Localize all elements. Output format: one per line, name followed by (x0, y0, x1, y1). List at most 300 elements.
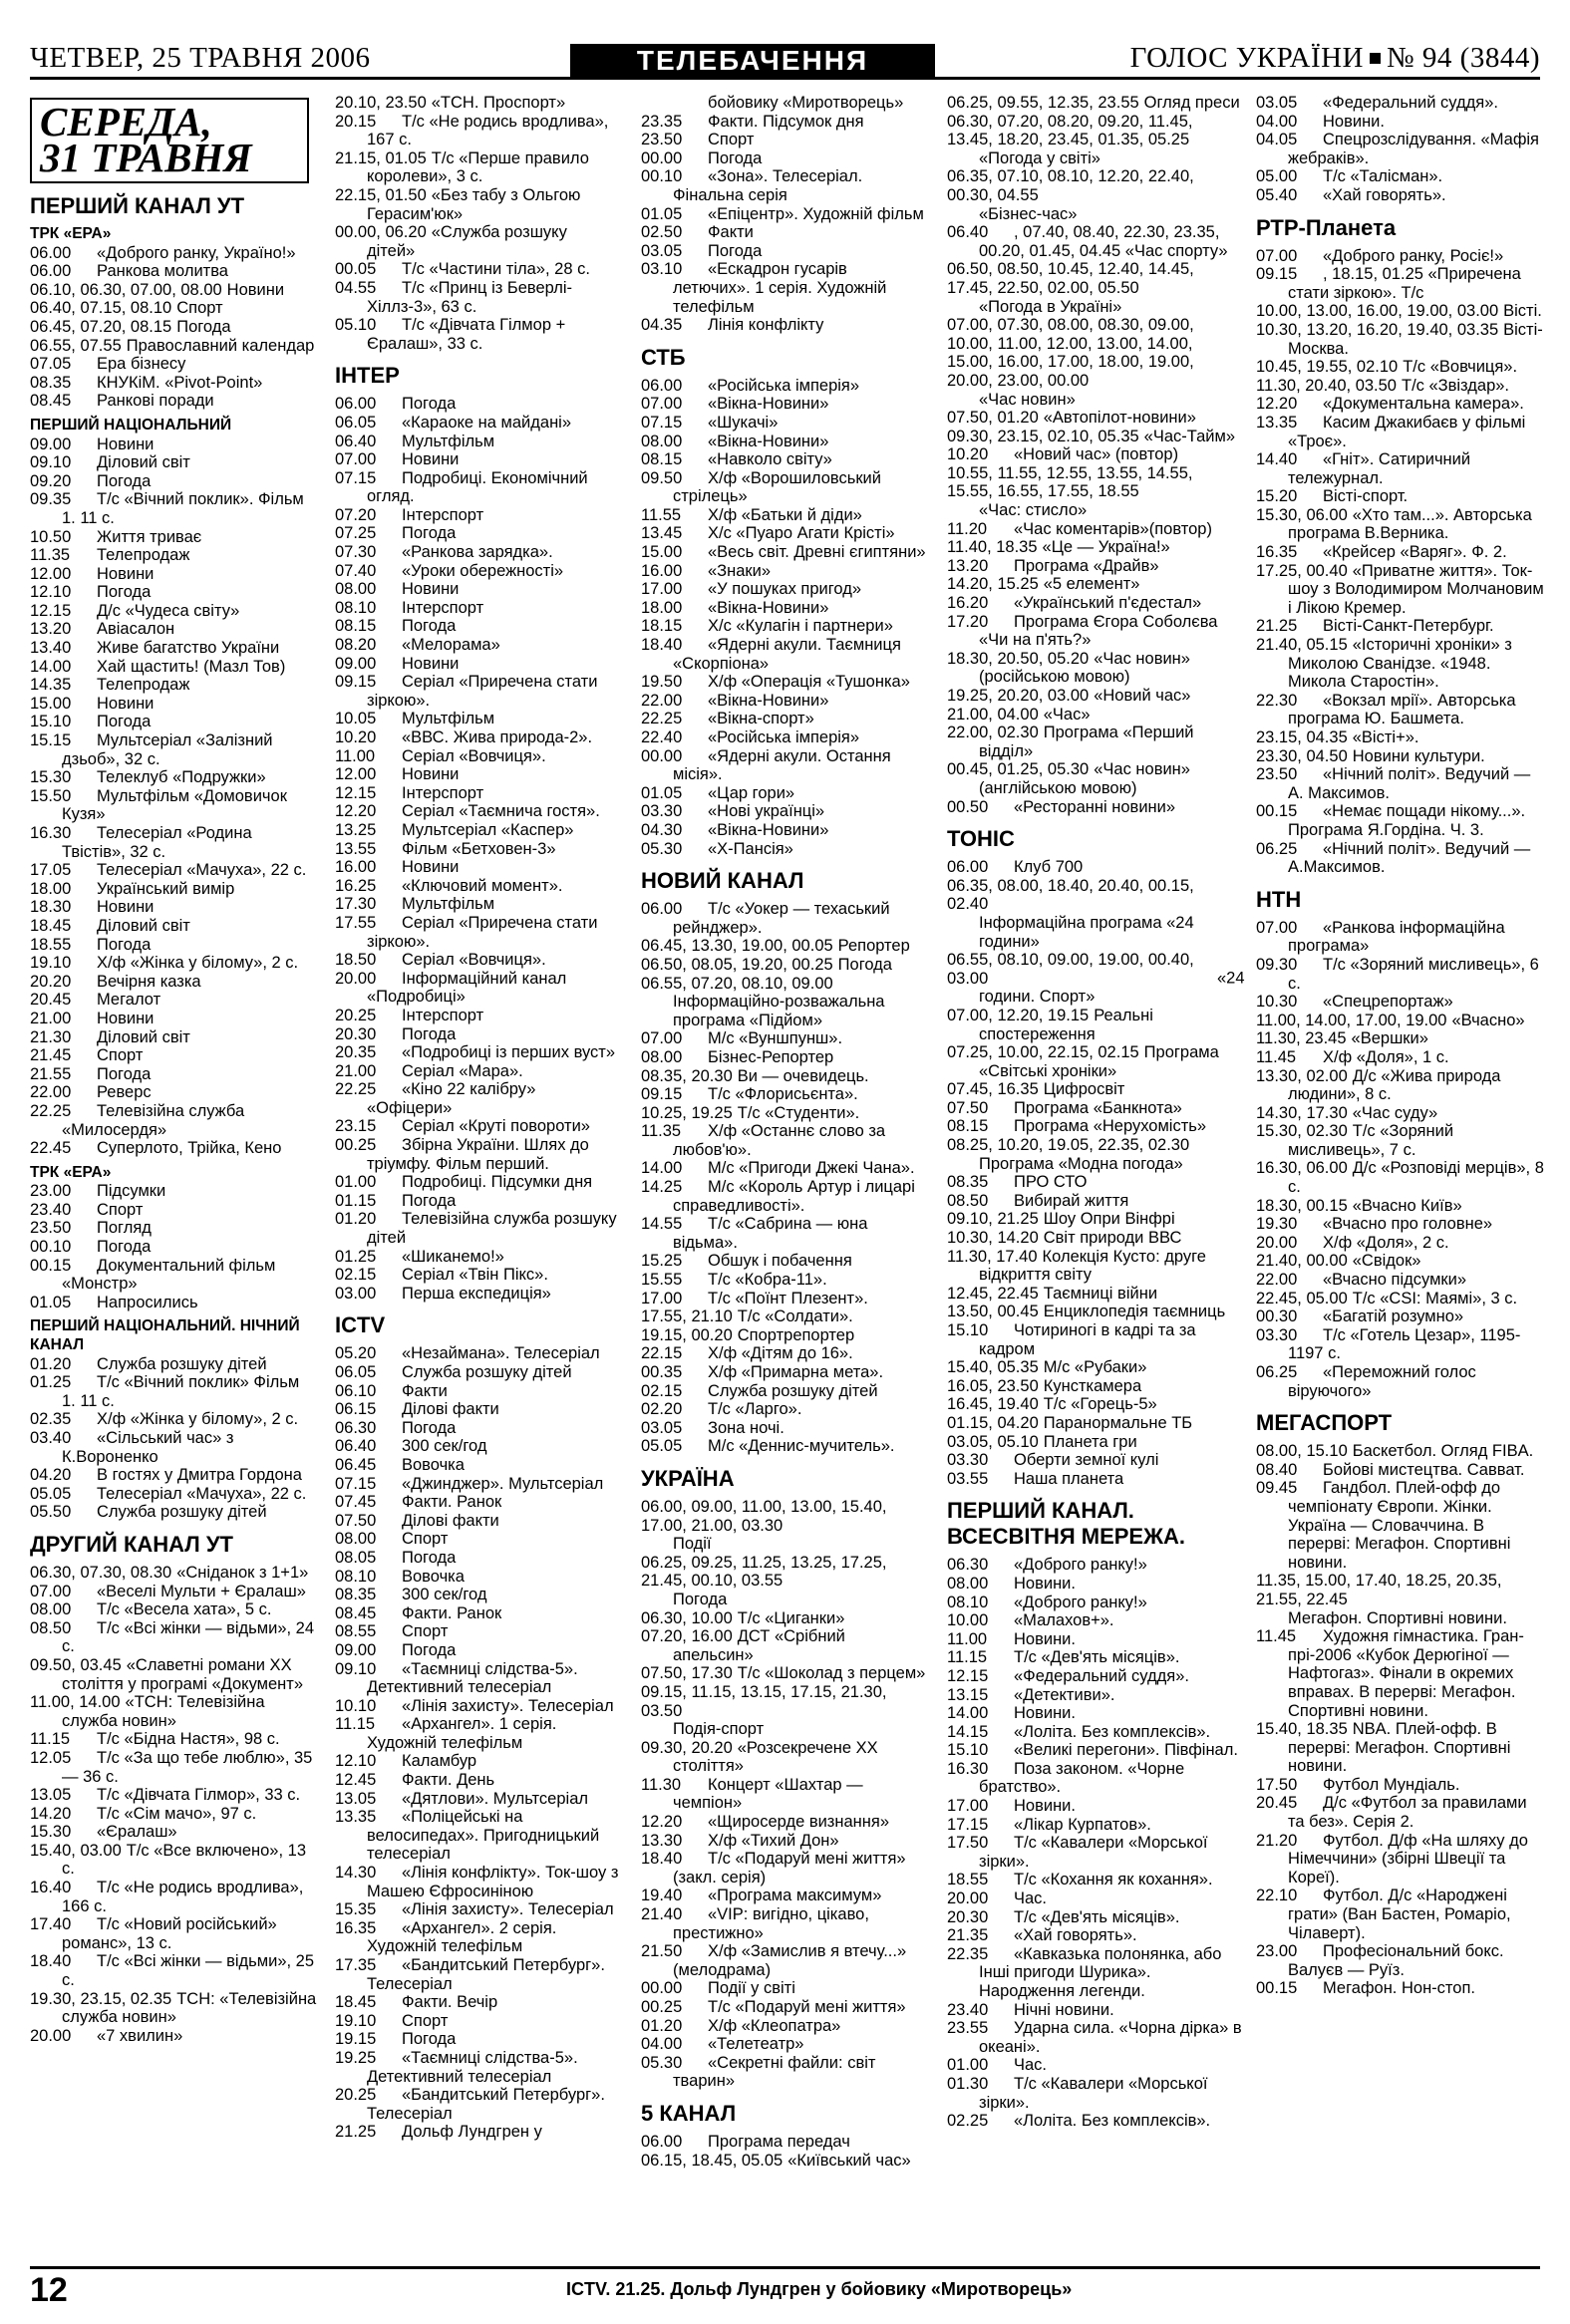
program-title: «Ключовий момент». (402, 876, 563, 895)
program-title: Х/ф «Доля», 2 с. (1323, 1233, 1449, 1252)
program-time: 07.40 (335, 561, 377, 580)
program-title: «Російська імперія» (708, 376, 860, 395)
program-listing (947, 409, 1249, 428)
program-listing (30, 1010, 317, 1028)
program-time: 07.50, 17.30 (641, 1664, 733, 1683)
program-listing (641, 1252, 926, 1271)
program-listing (641, 131, 926, 149)
program-time: 01.05 (641, 204, 683, 223)
program-time: 16.20 (947, 594, 989, 613)
program-listing (335, 524, 619, 543)
program-time: 04.55 (335, 278, 377, 297)
program-title: Т/с «Вовчиця». (1403, 358, 1518, 377)
program-listing (335, 1808, 619, 1864)
program-time: 07.20, 16.00 (641, 1627, 733, 1646)
program-listing (1256, 358, 1545, 377)
program-listing (1256, 247, 1545, 266)
program-listing (641, 469, 926, 506)
program-title: «24 години. Спорт» (979, 969, 1245, 1007)
program-listing (30, 954, 317, 973)
program-time: 15.50 (30, 786, 72, 805)
program-time: 23.40 (30, 1200, 72, 1219)
program-listing (1256, 1234, 1545, 1253)
program-time: 22.25 (641, 710, 683, 728)
program-listing (1256, 728, 1545, 747)
program-time: 16.35 (335, 1918, 377, 1937)
program-listing (335, 802, 619, 821)
program-title: Погода (402, 1640, 457, 1659)
program-time: 18.00 (30, 879, 72, 898)
program-listing (1256, 1215, 1545, 1234)
program-listing (1256, 636, 1545, 692)
program-title: Подробиці. Підсумки дня (402, 1173, 593, 1192)
program-listing (947, 1173, 1249, 1192)
program-listing (641, 1437, 926, 1456)
program-listing (30, 1583, 317, 1601)
program-time: 08.55 (335, 1622, 377, 1641)
program-listing (335, 1266, 619, 1285)
program-title: Т/с «Дівчата Гілмор», 33 с. (97, 1786, 301, 1805)
program-listing (30, 583, 317, 602)
program-listing (30, 565, 317, 584)
program-listing (641, 1067, 926, 1086)
program-title: Спорт (402, 1530, 449, 1549)
program-title: «Караоке на майдані» (402, 413, 572, 432)
program-title: «Доброго ранку, Росіє!» (1323, 246, 1504, 265)
program-listing (947, 2075, 1249, 2112)
program-listing (30, 676, 317, 695)
program-listing (641, 2017, 926, 2036)
program-time: 09.00 (335, 1640, 377, 1659)
program-time: 13.50, 00.45 (947, 1303, 1039, 1321)
program-title: «Доброго ранку, Україно!» (97, 243, 296, 262)
program-listing (641, 1739, 926, 1776)
program-title: «Лоліта. Без комплексів». (1014, 1722, 1211, 1741)
program-time: 06.00 (641, 376, 683, 395)
program-title: Д/с «Футбол за правилами та без». Серія 2. (1288, 1794, 1527, 1832)
program-time: 20.35 (335, 1043, 377, 1062)
program-time: 22.25 (335, 1080, 377, 1099)
program-time: 23.00 (30, 1182, 72, 1201)
program-title: Т/с «Подаруй мені життя» (закл. серія) (673, 1850, 906, 1887)
program-title: «Х-Пансія» (708, 839, 793, 858)
program-listing (1256, 765, 1545, 802)
channel-heading: ICTV (335, 1312, 386, 1338)
program-title: Програма «Банкнота» (1014, 1098, 1182, 1117)
program-title: Новини (402, 580, 460, 599)
program-title: Вечірня казка (97, 972, 201, 991)
program-title: «Ядерні акули. Остання місія». (673, 746, 891, 784)
program-time: 08.25, 10.20, 19.05, 22.35, 02.30 (947, 1136, 1190, 1155)
program-title: «Час: стисло» (979, 501, 1088, 520)
program-time: 12.10 (30, 583, 72, 602)
program-listing (30, 1429, 317, 1466)
program-title: Каламбур (402, 1752, 477, 1771)
program-title: «Шиканемо!» (402, 1247, 504, 1266)
program-time: 13.05 (335, 1789, 377, 1808)
program-title: Т/с «Кохання як кохання». (1014, 1871, 1213, 1889)
program-time: 15.30 (30, 1823, 72, 1842)
program-listing (947, 316, 1249, 409)
program-time: 06.25, 09.25, 11.25, 13.25, 17.25, 21.45, 00.10, 03.55 (641, 1553, 887, 1591)
program-time: 08.00 (335, 1530, 377, 1549)
program-title: Баскетбол. Огляд FIBA. (1352, 1442, 1534, 1461)
program-title: Т/с «Зоряний мисливець», 6 с. (1288, 955, 1539, 993)
program-time: 00.50 (947, 797, 989, 816)
program-title: Новини (402, 858, 460, 877)
program-time: 18.40 (30, 1952, 72, 1971)
program-time: 21.35 (947, 1926, 989, 1945)
program-listing (335, 1363, 619, 1382)
program-time: 17.05 (30, 861, 72, 880)
program-title: Т/с «Вічний поклик». Фільм 1. 11 с. (62, 490, 304, 527)
program-listing (335, 414, 619, 433)
program-title: Новини (402, 654, 460, 673)
program-time: 11.30, 17.40 (947, 1247, 1038, 1266)
program-title: «Український п'єдестал» (1014, 594, 1202, 613)
program-listing (335, 599, 619, 618)
program-listing (1256, 265, 1545, 302)
program-title: Факти. Ранок (402, 1603, 502, 1622)
program-time: 06.05 (335, 413, 377, 432)
program-listing (335, 1419, 619, 1438)
column-1 (30, 94, 317, 2261)
program-title: Т/с «Бідна Настя», 98 с. (97, 1730, 280, 1749)
program-listing (641, 937, 926, 956)
program-listing (30, 917, 317, 936)
program-listing (335, 1956, 619, 1993)
program-title: «ТСН: Телевізійна служба новин» (62, 1693, 265, 1730)
program-title: бойовику «Миротворець» (708, 94, 904, 112)
program-listing (641, 1104, 926, 1123)
program-title: Спецрозслідування. «Мафія жебраків». (1288, 131, 1539, 167)
program-time: 19.30, 23.15, 02.35 (30, 1989, 172, 2008)
program-time: 22.30 (1256, 691, 1298, 710)
program-listing (335, 1192, 619, 1211)
program-listing (30, 973, 317, 992)
program-listing (30, 299, 317, 318)
program-listing (335, 1622, 619, 1641)
program-time: 11.00 (335, 746, 376, 765)
program-listing (641, 1382, 926, 1401)
program-listing (30, 1786, 317, 1805)
program-time: 15.15 (30, 731, 72, 750)
program-title: Т/с «Звіздар». (1401, 376, 1509, 395)
program-time: 10.30 (1256, 993, 1298, 1012)
program-time: 09.15, 11.15, 13.15, 17.15, 21.30, 03.50 (641, 1682, 887, 1720)
program-listing (335, 858, 619, 877)
program-title: Телевізійна служба «Милосердя» (62, 1101, 245, 1139)
program-time: 12.20 (1256, 395, 1298, 414)
program-listing (1256, 562, 1545, 618)
program-time: 06.00 (335, 395, 377, 414)
program-time: 01.00 (947, 2056, 989, 2075)
program-time: 10.25, 19.25 (641, 1103, 733, 1122)
program-listing (30, 1842, 317, 1879)
program-listing (335, 450, 619, 469)
program-title: «Сніданок з 1+1» (176, 1563, 309, 1582)
program-title: «VIP: вигідно, цікаво, престижно» (673, 1905, 869, 1942)
program-listing (335, 2086, 619, 2123)
program-listing (641, 2133, 926, 2152)
program-listing (641, 2054, 926, 2091)
program-title: Документальний фільм «Монстр» (62, 1256, 276, 1294)
program-listing (947, 1210, 1249, 1229)
program-time: 08.10 (335, 1567, 377, 1586)
program-listing (1256, 1012, 1545, 1030)
program-title: «Час-Тайм» (1143, 427, 1236, 445)
program-title: «Час суду» (1352, 1103, 1438, 1122)
program-title: «Вчасно підсумки» (1323, 1271, 1467, 1290)
program-title: Програма «Драйв» (1014, 556, 1159, 575)
program-title: Т/с «Новий російський» романс», 13 с. (62, 1915, 277, 1952)
program-listing (641, 1998, 926, 2017)
program-time: 16.45, 19.40 (947, 1395, 1039, 1414)
program-title: «Вчасно Київ» (1352, 1196, 1462, 1215)
program-time: 19.40 (641, 1887, 683, 1905)
program-time: 20.30 (947, 1907, 989, 1926)
program-listing (30, 861, 317, 880)
program-title: Погода (402, 1024, 457, 1043)
program-listing (30, 1102, 317, 1139)
program-title: Чотириногі в кадрі та за кадром (979, 1321, 1196, 1358)
program-title: «Час новин» (979, 390, 1076, 409)
program-title: Т/с «Уокер — техаський рейнджер». (673, 900, 890, 937)
program-time: 09.10 (335, 1659, 377, 1678)
program-listing (947, 1723, 1249, 1742)
program-time: 22.10 (1256, 1887, 1298, 1905)
program-title: Шоу Опри Вінфрі (1043, 1210, 1175, 1229)
program-listing (947, 2019, 1249, 2056)
program-time: 20.45 (30, 991, 72, 1010)
program-time: 17.00 (947, 1797, 989, 1816)
program-title: Спорт (97, 1200, 144, 1219)
program-listing (641, 599, 926, 618)
program-title: М/с «Деннис-мучитель». (708, 1437, 895, 1456)
program-listing (641, 395, 926, 414)
program-title: Програма Єгора Соболєва «Чи на п'ять?» (979, 612, 1218, 650)
program-listing (30, 1294, 317, 1312)
program-listing (641, 1627, 926, 1664)
program-time: 15.20 (1256, 487, 1298, 506)
program-listing (335, 840, 619, 859)
program-time: 06.00 (947, 858, 989, 877)
program-title: Погода (97, 935, 152, 954)
program-title: «Ранкова зарядка». (402, 543, 553, 562)
program-title: Інформаційна програма «24 години» (979, 913, 1194, 951)
program-listing (335, 506, 619, 525)
program-time: 15.40, 03.00 (30, 1841, 122, 1860)
program-time: 17.55, 21.10 (641, 1307, 733, 1326)
program-title: Наша планета (1014, 1469, 1124, 1488)
program-listing (1256, 1197, 1545, 1216)
program-listing (30, 1065, 317, 1084)
program-listing (641, 747, 926, 784)
program-title: Т/с «Сабрина — юна відьма». (673, 1215, 868, 1252)
program-title: «Автопілот-новини» (1043, 409, 1196, 428)
program-title: «Документальна камера». (1323, 395, 1524, 414)
program-time: 23.00 (1256, 1942, 1298, 1961)
program-title: «Погода у світі» (979, 148, 1100, 167)
program-listing (30, 620, 317, 639)
program-listing (30, 2027, 317, 2046)
program-listing (1256, 1479, 1545, 1572)
program-title: «Час коментарів»(повтор) (1014, 519, 1212, 538)
program-listing (30, 355, 317, 374)
program-title: «Лінія захисту». Телесеріал (402, 1900, 614, 1919)
program-listing (947, 613, 1249, 650)
program-title: «Веселі Мульти + Єралаш» (97, 1582, 306, 1600)
program-listing (1256, 167, 1545, 186)
program-listing (335, 895, 619, 914)
program-time: 05.05 (641, 1437, 683, 1456)
program-listing (947, 858, 1249, 877)
program-title: Мегафон. Нон-стоп. (1323, 1979, 1475, 1998)
program-time: 17.50 (947, 1834, 989, 1853)
program-time: 08.35 (335, 1586, 377, 1604)
program-listing (641, 1029, 926, 1048)
program-listing (641, 710, 926, 728)
channel-subheading: ТРК «ЕРА» (30, 1163, 112, 1181)
program-time: 14.00 (947, 1704, 989, 1723)
program-listing (947, 1303, 1249, 1321)
program-time: 22.00 (1256, 1271, 1298, 1290)
program-time: 20.25 (335, 2086, 377, 2105)
program-listing (641, 784, 926, 803)
program-listing (335, 543, 619, 562)
program-title: Енциклопедія таємниць (1043, 1303, 1226, 1321)
program-listing (30, 318, 317, 337)
square-bullet-icon (1370, 53, 1381, 64)
program-listing (1256, 487, 1545, 506)
program-time: 07.00 (1256, 918, 1298, 937)
program-listing (335, 1173, 619, 1192)
program-time: 18.55 (947, 1871, 989, 1889)
program-title: Новини. (1014, 1704, 1076, 1723)
program-time: 01.00 (335, 1173, 377, 1192)
program-listing (30, 1600, 317, 1619)
program-title: Погода (402, 2030, 457, 2049)
program-time: 23.50 (1256, 765, 1298, 784)
program-time: 21.30 (30, 1027, 72, 1046)
program-title: «Вікна-Новини» (708, 820, 829, 839)
program-time: 17.35 (335, 1956, 377, 1974)
program-title: Новини (97, 898, 155, 917)
program-listing (947, 1630, 1249, 1649)
program-time: 06.55, 07.20, 08.10, 09.00 (641, 974, 833, 993)
program-time: 04.00 (1256, 112, 1298, 131)
program-title: «Розсекречене ХХ століття» (673, 1738, 878, 1776)
program-title: Факти (708, 223, 754, 242)
program-time: 07.20 (335, 505, 377, 524)
program-time: 07.45 (335, 1493, 377, 1512)
program-time: 20.00 (1256, 1233, 1298, 1252)
program-time: 07.00 (335, 450, 377, 469)
program-listing (30, 1879, 317, 1915)
program-time: 14.00 (30, 657, 72, 676)
program-time: 10.00 (947, 1611, 989, 1630)
program-title: Діловий світ (97, 1027, 190, 1046)
program-time: 08.00, 15.10 (1256, 1442, 1348, 1461)
channel-heading: ДРУГИЙ КАНАЛ УТ (30, 1531, 233, 1557)
program-listing (1256, 1307, 1545, 1326)
program-time: 06.15 (335, 1400, 377, 1419)
program-time: 00.30 (1256, 1307, 1298, 1326)
program-title: «Лікар Курпатов». (1014, 1815, 1151, 1834)
program-title: Т/с «Шоколад з перцем» (737, 1664, 926, 1683)
program-listing (641, 673, 926, 692)
program-time: 13.30, 02.00 (1256, 1066, 1348, 1085)
program-time: 08.10 (947, 1593, 989, 1611)
program-time: 09.10, 21.25 (947, 1210, 1039, 1229)
program-listing (641, 728, 926, 747)
program-title: Кунсткамера (1043, 1376, 1142, 1395)
program-listing (335, 1248, 619, 1267)
program-time: 07.45, 16.35 (947, 1080, 1039, 1099)
program-listing (335, 1586, 619, 1604)
program-listing (947, 1871, 1249, 1889)
program-time: 06.10 (335, 1381, 377, 1400)
program-listing (335, 2012, 619, 2031)
program-time: 10.30, 13.20, 16.20, 19.40, 03.35 (1256, 320, 1499, 339)
program-time: 00.10 (30, 1238, 72, 1257)
program-title: Х/ф «Жінка у білому», 2 с. (97, 954, 299, 973)
program-listing (30, 244, 317, 263)
program-time: 08.15 (947, 1117, 989, 1136)
program-title: Вовочка (402, 1455, 465, 1474)
program-title: Перша експедиція» (402, 1284, 551, 1303)
program-title: «Лінія конфлікту». Ток-шоу з Машею Єфросиніною (367, 1864, 619, 1900)
channel-heading: СТБ (641, 344, 686, 370)
program-time: 09.45 (1256, 1479, 1298, 1498)
program-time: 00.00 (641, 746, 683, 765)
program-title: «Ранкова інформаційна програма» (1288, 918, 1505, 956)
program-time: 03.05, 05.10 (947, 1432, 1039, 1451)
program-listing (335, 94, 619, 113)
program-time: 07.00, 07.30, 08.00, 08.30, 09.00, 10.00, 11.00, 12.00, 13.00, 14.00, 15.00, 16.00, 17.00, 18.00, 19.00, 20.00, 23.00, 00.00 (947, 316, 1194, 390)
program-title: «Таємниці слідства-5». Детективний телесеріал (367, 2048, 578, 2086)
program-title: Серіал «Мара». (402, 1061, 523, 1080)
program-time: 00.25 (641, 1998, 683, 2016)
program-title: Служба розшуку дітей (402, 1363, 572, 1381)
program-title: Фільм «Бетховен-3» (402, 839, 556, 858)
program-title: «Весь світ. Древні єгиптяни» (708, 543, 926, 562)
program-time: 19.50 (641, 673, 683, 692)
program-title: Діловий світ (97, 916, 190, 935)
program-time: 06.35, 07.10, 08.10, 12.20, 22.40, 00.30, 04.55 (947, 167, 1194, 204)
program-listing (641, 223, 926, 242)
program-title: «Вікна-Новини» (708, 691, 829, 710)
column-2 (335, 94, 619, 2261)
program-listing (335, 1604, 619, 1623)
program-listing (30, 546, 317, 565)
program-time: 22.40 (641, 728, 683, 746)
program-title: Т/с «Частини тіла», 28 с. (402, 260, 590, 279)
program-listing (641, 1609, 926, 1628)
program-title: Т/с «Подаруй мені життя» (708, 1998, 906, 2016)
program-listing (335, 970, 619, 1007)
program-listing (1256, 802, 1545, 839)
program-time: 03.05 (641, 241, 683, 260)
program-time: 11.45 (1256, 1627, 1297, 1646)
program-time: 08.00 (947, 1574, 989, 1593)
program-title: Діловий світ (97, 453, 190, 472)
program-listing (947, 1704, 1249, 1723)
program-title: Мультфільм (402, 895, 495, 914)
program-listing (30, 1373, 317, 1410)
program-title: «Немає пощади нікому...». Програма Я.Гордіна. Ч. 3. (1288, 802, 1526, 839)
program-time: 20.20 (30, 972, 72, 991)
